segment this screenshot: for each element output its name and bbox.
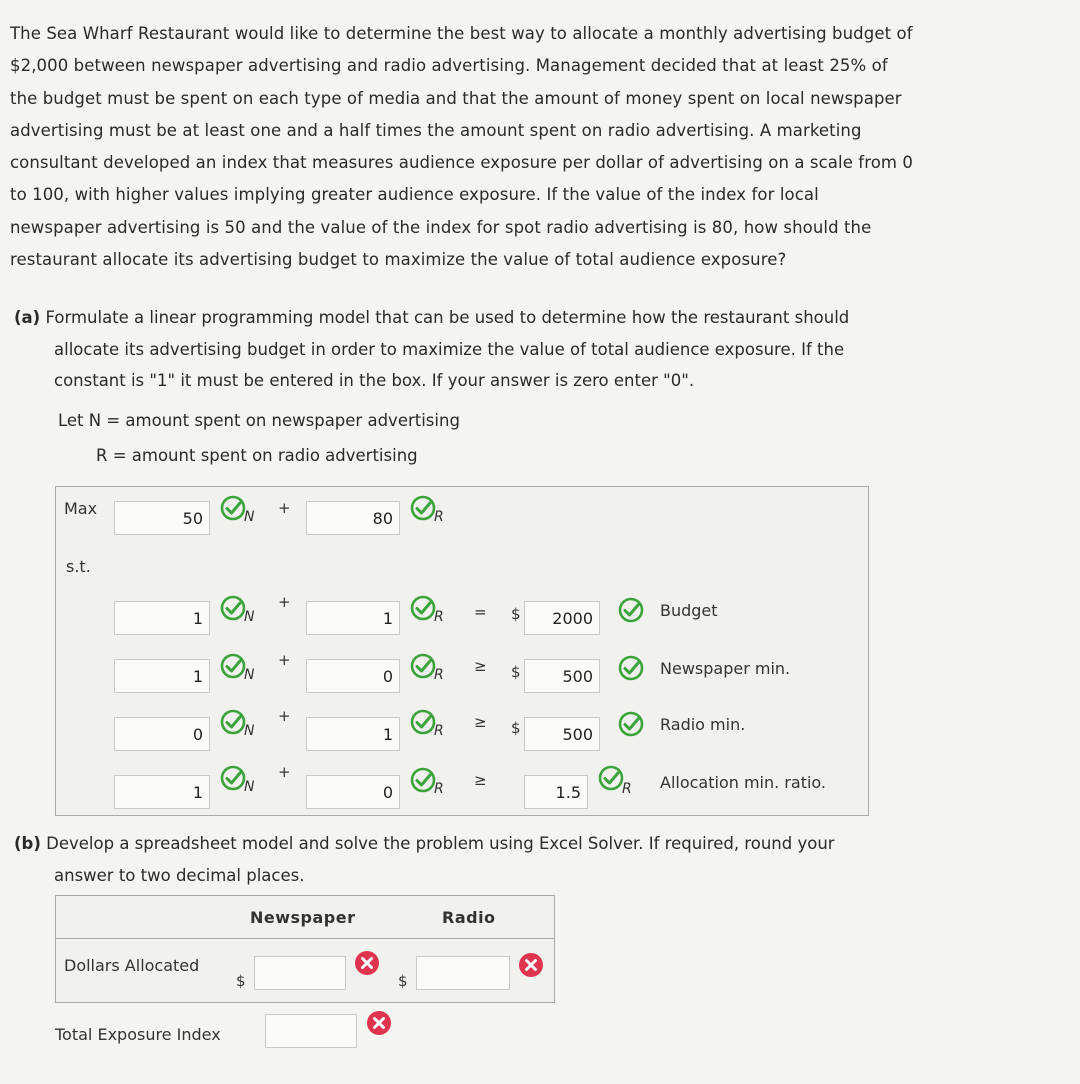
incorrect-icon: [518, 952, 544, 978]
n-var: N: [244, 779, 255, 795]
check-icon: [220, 709, 246, 735]
part-a-line1: Formulate a linear programming model that can be used to determine how the restaurant should: [45, 308, 850, 327]
check-icon: [618, 655, 644, 681]
check-icon: [618, 711, 644, 737]
n-var: N: [244, 667, 255, 683]
part-a-instructions: [14, 302, 1044, 472]
c2-operator: ≥: [474, 657, 487, 675]
total-exposure-label: Total Exposure Index: [55, 1025, 221, 1044]
part-a-line2: allocate its advertising budget in order to maximize the value of total audience exposure. If the: [54, 339, 845, 359]
n-var: N: [244, 609, 255, 625]
part-a-line3: constant is "1" it must be entered in the box. If your answer is zero enter "0".: [54, 371, 695, 390]
c3-operator: ≥: [474, 713, 487, 731]
r-var: R: [434, 781, 444, 797]
n-var: N: [244, 723, 255, 739]
plus-sign: +: [278, 499, 291, 517]
c1-operator: =: [474, 603, 487, 621]
check-icon: [220, 595, 246, 621]
c1-dollar: $: [511, 605, 521, 623]
c4-r-coef-input[interactable]: 0: [306, 775, 400, 809]
check-icon: [220, 653, 246, 679]
c2-rhs-input[interactable]: 500: [524, 659, 600, 693]
problem-statement: [10, 18, 1060, 276]
problem-line: $2,000 between newspaper advertising and radio advertising. Management decided that at least 25% of: [10, 56, 888, 76]
problem-line: advertising must be at least one and a half times the amount spent on radio advertising. A marketing: [10, 120, 862, 140]
problem-line: the budget must be spent on each type of media and that the amount of money spent on local newspaper: [10, 88, 902, 108]
radio-dollar-sign: $: [398, 972, 408, 990]
c4-rhs-input[interactable]: 1.5: [524, 775, 588, 809]
problem-line: consultant developed an index that measures audience exposure per dollar of advertising on a scale from 0: [10, 153, 914, 173]
part-b-line2: answer to two decimal places.: [54, 865, 305, 885]
plus-sign: +: [278, 707, 291, 725]
check-icon: [410, 495, 436, 521]
c1-name: Budget: [660, 601, 718, 620]
check-icon: [410, 709, 436, 735]
subject-to-label: s.t.: [66, 557, 91, 576]
newspaper-column-header: Newspaper: [250, 908, 356, 927]
objective-r-coef-input[interactable]: 80: [306, 501, 400, 535]
r-var: R: [434, 723, 444, 739]
incorrect-icon: [366, 1010, 392, 1036]
c2-r-coef-input[interactable]: 0: [306, 659, 400, 693]
objective-r-var: R: [434, 509, 444, 525]
total-exposure-input[interactable]: [265, 1014, 357, 1048]
problem-line: The Sea Wharf Restaurant would like to determine the best way to allocate a monthly advertising budget of: [10, 24, 913, 43]
c2-n-coef-input[interactable]: 1: [114, 659, 210, 693]
c4-rhs-var: R: [622, 781, 632, 797]
dollars-allocated-label: Dollars Allocated: [64, 956, 200, 975]
c3-r-coef-input[interactable]: 1: [306, 717, 400, 751]
newspaper-dollar-sign: $: [236, 972, 246, 990]
r-var: R: [434, 667, 444, 683]
c4-n-coef-input[interactable]: 1: [114, 775, 210, 809]
c4-operator: ≥: [474, 771, 487, 789]
c1-n-coef-input[interactable]: 1: [114, 601, 210, 635]
let-n-definition: Let N = amount spent on newspaper advertising: [58, 410, 460, 430]
part-b-instructions: [14, 828, 1044, 891]
c3-name: Radio min.: [660, 715, 746, 734]
problem-line: restaurant allocate its advertising budget to maximize the value of total audience exposure?: [10, 250, 787, 270]
solution-table: [55, 895, 555, 1003]
plus-sign: +: [278, 763, 291, 781]
c4-name: Allocation min. ratio.: [660, 773, 826, 792]
check-icon: [220, 765, 246, 791]
problem-line: newspaper advertising is 50 and the value of the index for spot radio advertising is 80, how should the: [10, 217, 872, 237]
c2-dollar: $: [511, 663, 521, 681]
part-a-label: (a): [14, 308, 41, 327]
check-icon: [618, 597, 644, 623]
incorrect-icon: [354, 950, 380, 976]
check-icon: [220, 495, 246, 521]
objective-n-var: N: [244, 509, 255, 525]
check-icon: [410, 653, 436, 679]
objective-n-coef-input[interactable]: 50: [114, 501, 210, 535]
problem-line: to 100, with higher values implying greater audience exposure. If the value of the index for local: [10, 185, 819, 205]
part-b-label: (b): [14, 834, 41, 853]
newspaper-allocation-input[interactable]: [254, 956, 346, 990]
c3-n-coef-input[interactable]: 0: [114, 717, 210, 751]
lp-model-box: [55, 486, 869, 816]
plus-sign: +: [278, 593, 291, 611]
c2-name: Newspaper min.: [660, 659, 791, 678]
max-label: Max: [64, 499, 98, 518]
check-icon: [598, 765, 624, 791]
c3-rhs-input[interactable]: 500: [524, 717, 600, 751]
let-r-definition: R = amount spent on radio advertising: [96, 446, 418, 465]
c1-r-coef-input[interactable]: 1: [306, 601, 400, 635]
radio-allocation-input[interactable]: [416, 956, 510, 990]
table-divider: [56, 938, 554, 939]
radio-column-header: Radio: [442, 908, 496, 927]
plus-sign: +: [278, 651, 291, 669]
check-icon: [410, 595, 436, 621]
c1-rhs-input[interactable]: 2000: [524, 601, 600, 635]
c3-dollar: $: [511, 719, 521, 737]
r-var: R: [434, 609, 444, 625]
part-b-line1: Develop a spreadsheet model and solve the problem using Excel Solver. If required, round your: [46, 834, 835, 853]
check-icon: [410, 767, 436, 793]
